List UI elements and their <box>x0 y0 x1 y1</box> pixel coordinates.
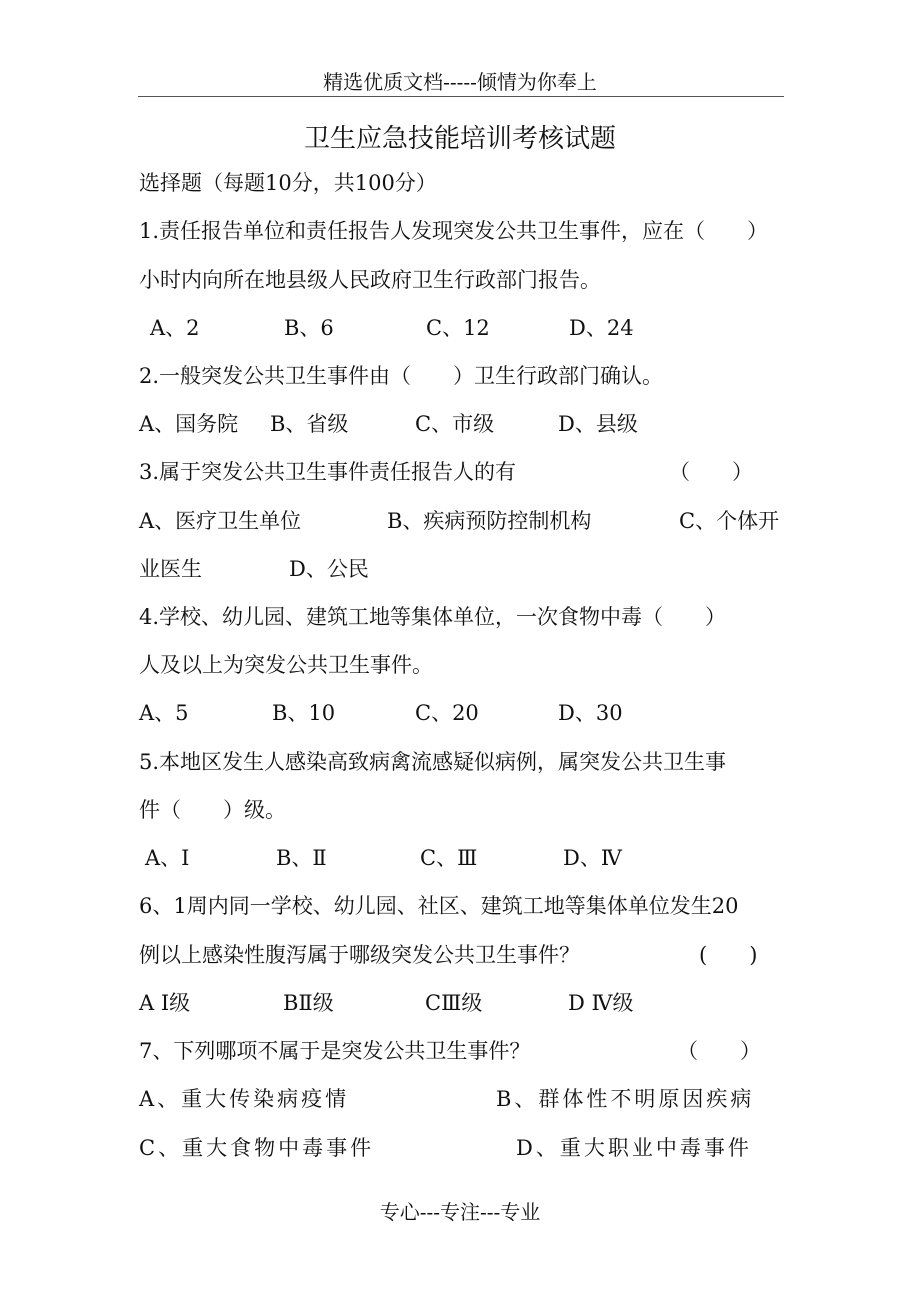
question-6-option-a: A Ⅰ级 <box>139 991 191 1015</box>
question-6-option-d: D Ⅳ级 <box>568 991 634 1015</box>
question-5-option-b: B、Ⅱ <box>276 846 327 870</box>
question-5-stem-line-2: 件（ ）级。 <box>139 798 286 822</box>
question-6-options <box>139 988 759 1018</box>
question-7-option-c: C、重大食物中毒事件 <box>139 1136 375 1160</box>
question-4-option-b: B、10 <box>272 701 336 725</box>
question-1-option-d: D、24 <box>569 316 634 340</box>
question-7-stem <box>139 1036 779 1066</box>
question-4-stem-line-2: 人及以上为突发公共卫生事件。 <box>139 653 433 677</box>
question-7-option-b: B、群体性不明原因疾病 <box>496 1087 755 1111</box>
question-5-option-d: D、Ⅳ <box>563 846 622 870</box>
question-1-option-b: B、6 <box>284 316 334 340</box>
question-6-stem-line-2 <box>139 940 789 970</box>
question-7-options-line-1 <box>139 1084 789 1114</box>
question-1-option-c: C、12 <box>426 316 490 340</box>
question-4-option-c: C、20 <box>415 701 479 725</box>
question-5-option-a: A、Ⅰ <box>145 846 190 870</box>
question-1-options <box>139 313 759 343</box>
question-6-option-b: BⅡ级 <box>283 991 334 1015</box>
page-header: 精选优质文档-----倾情为你奉上 <box>323 70 597 94</box>
question-3-stem-text: 3.属于突发公共卫生事件责任报告人的有 <box>139 460 517 484</box>
question-3-option-b: B、疾病预防控制机构 <box>387 509 592 533</box>
question-1-stem-line-2: 小时内向所在地县级人民政府卫生行政部门报告。 <box>139 268 601 292</box>
question-3-options-line-2 <box>139 554 759 584</box>
question-1-option-a: A、2 <box>150 316 200 340</box>
question-6-option-c: CⅢ级 <box>425 991 483 1015</box>
question-4-option-a: A、5 <box>139 701 189 725</box>
question-2-options <box>139 409 759 439</box>
question-5-option-c: C、Ⅲ <box>420 846 478 870</box>
question-6-stem-line-1: 6、1周内同一学校、幼儿园、社区、建筑工地等集体单位发生20 <box>139 894 739 918</box>
question-6-stem-text: 例以上感染性腹泻属于哪级突发公共卫生事件？ <box>139 943 580 967</box>
question-7-stem-text: 7、下列哪项不属于是突发公共卫生事件？ <box>139 1039 531 1063</box>
question-5-options <box>139 843 759 873</box>
question-3-option-c-cont: 业医生 <box>139 557 202 581</box>
question-3-option-d: D、公民 <box>289 557 369 581</box>
question-4-options <box>139 698 759 728</box>
question-7-option-d: D、重大职业中毒事件 <box>516 1136 752 1160</box>
exam-title: 卫生应急技能培训考核试题 <box>303 124 616 154</box>
question-1-stem-line-1: 1.责任报告单位和责任报告人发现突发公共卫生事件，应在（ ） <box>139 219 769 243</box>
question-3-answer-blank: （ ） <box>669 460 753 484</box>
question-3-option-c: C、个体开 <box>679 509 780 533</box>
question-2-option-b: B、省级 <box>270 412 349 436</box>
page-footer: 专心---专注---专业 <box>379 1200 541 1224</box>
question-2-stem: 2.一般突发公共卫生事件由（ ）卫生行政部门确认。 <box>139 364 664 388</box>
section-heading: 选择题（每题10分，共100分） <box>139 171 437 195</box>
question-7-answer-blank: （ ） <box>677 1039 761 1063</box>
question-3-stem <box>139 457 784 487</box>
question-7-options-line-2 <box>139 1133 789 1163</box>
question-4-stem-line-1: 4.学校、幼儿园、建筑工地等集体单位，一次食物中毒（ ） <box>139 605 727 629</box>
question-3-option-a: A、医疗卫生单位 <box>139 509 302 533</box>
question-2-option-c: C、市级 <box>415 412 495 436</box>
question-3-options-line-1 <box>139 506 799 536</box>
question-6-answer-blank: ( ) <box>699 943 758 967</box>
question-2-option-d: D、县级 <box>558 412 638 436</box>
question-2-option-a: A、国务院 <box>139 412 239 436</box>
question-4-option-d: D、30 <box>558 701 623 725</box>
question-5-stem-line-1: 5.本地区发生人感染高致病禽流感疑似病例，属突发公共卫生事 <box>139 750 727 774</box>
header-divider <box>138 96 784 97</box>
question-7-option-a: A、重大传染病疫情 <box>139 1087 350 1111</box>
